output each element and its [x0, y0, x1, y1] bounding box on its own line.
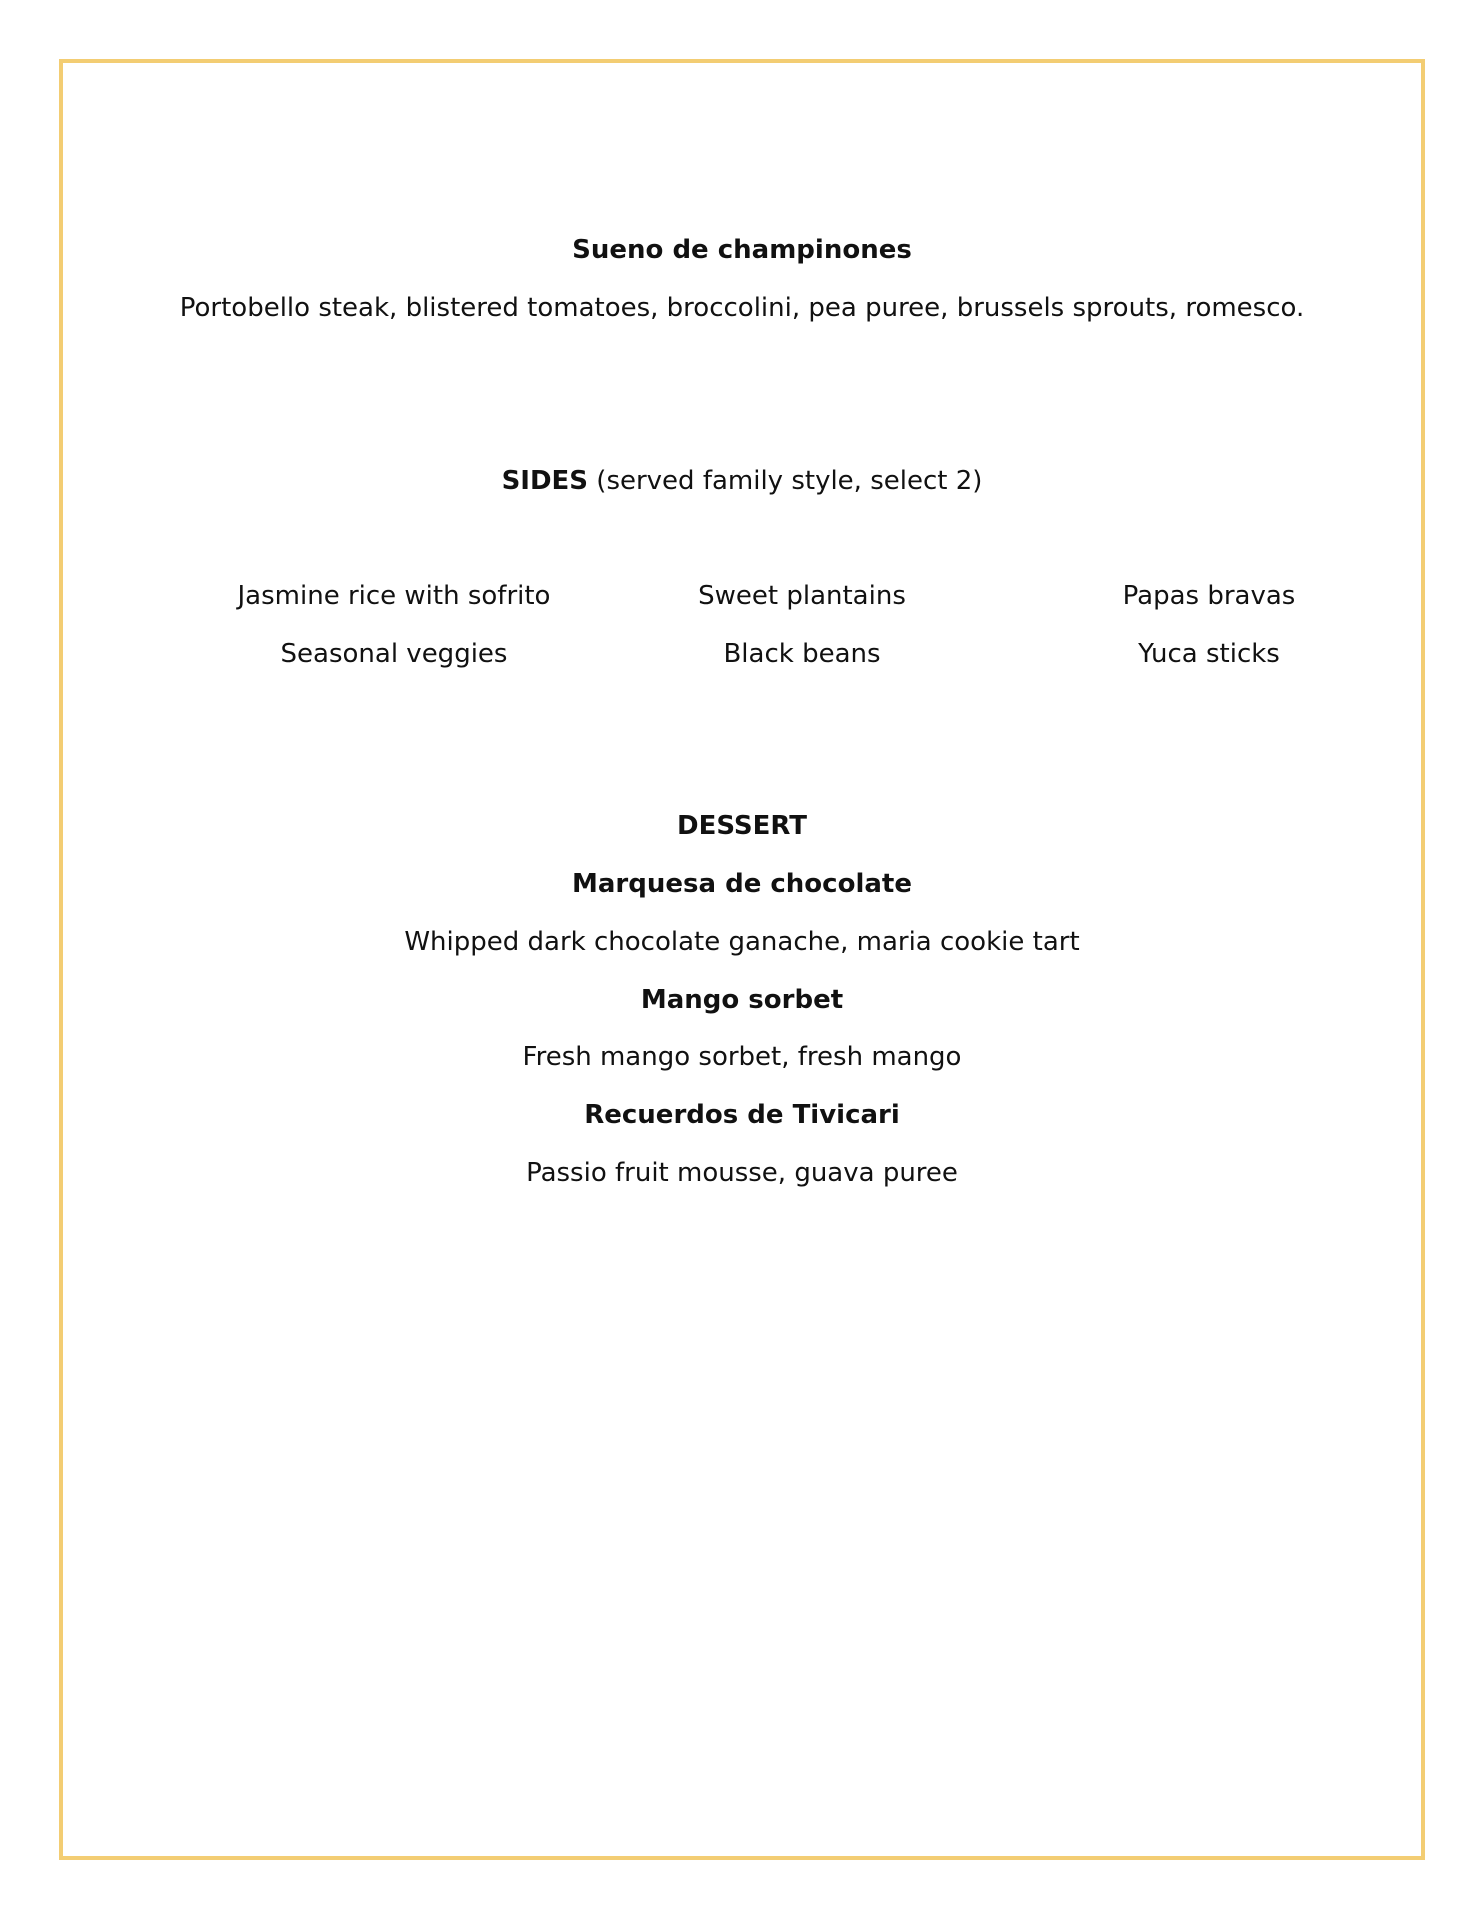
side-item: Sweet plantains — [698, 581, 906, 611]
dessert-heading: DESSERT — [677, 811, 807, 841]
side-item: Black beans — [723, 639, 881, 669]
sides-heading: SIDES — [501, 466, 589, 496]
side-item: Yuca sticks — [1138, 639, 1280, 669]
page-border — [59, 59, 1425, 1860]
dessert-item-description: Passio fruit mousse, guava puree — [526, 1158, 958, 1188]
side-item: Papas bravas — [1122, 581, 1296, 611]
dessert-item-name: Mango sorbet — [640, 985, 844, 1015]
side-item: Seasonal veggies — [280, 639, 508, 669]
sides-heading-line — [59, 464, 1425, 498]
dessert-item-description: Fresh mango sorbet, fresh mango — [522, 1042, 962, 1072]
dessert-item-name: Recuerdos de Tivicari — [584, 1100, 900, 1130]
dessert-item-name: Marquesa de chocolate — [572, 869, 912, 899]
dessert-item-description: Whipped dark chocolate ganache, maria cookie tart — [404, 927, 1080, 957]
main-dish-description: Portobello steak, blistered tomatoes, broccolini, pea puree, brussels sprouts, romesco. — [179, 293, 1305, 323]
main-dish-title: Sueno de champinones — [572, 235, 912, 265]
side-item: Jasmine rice with sofrito — [237, 581, 551, 611]
sides-note: (served family style, select 2) — [588, 466, 983, 496]
